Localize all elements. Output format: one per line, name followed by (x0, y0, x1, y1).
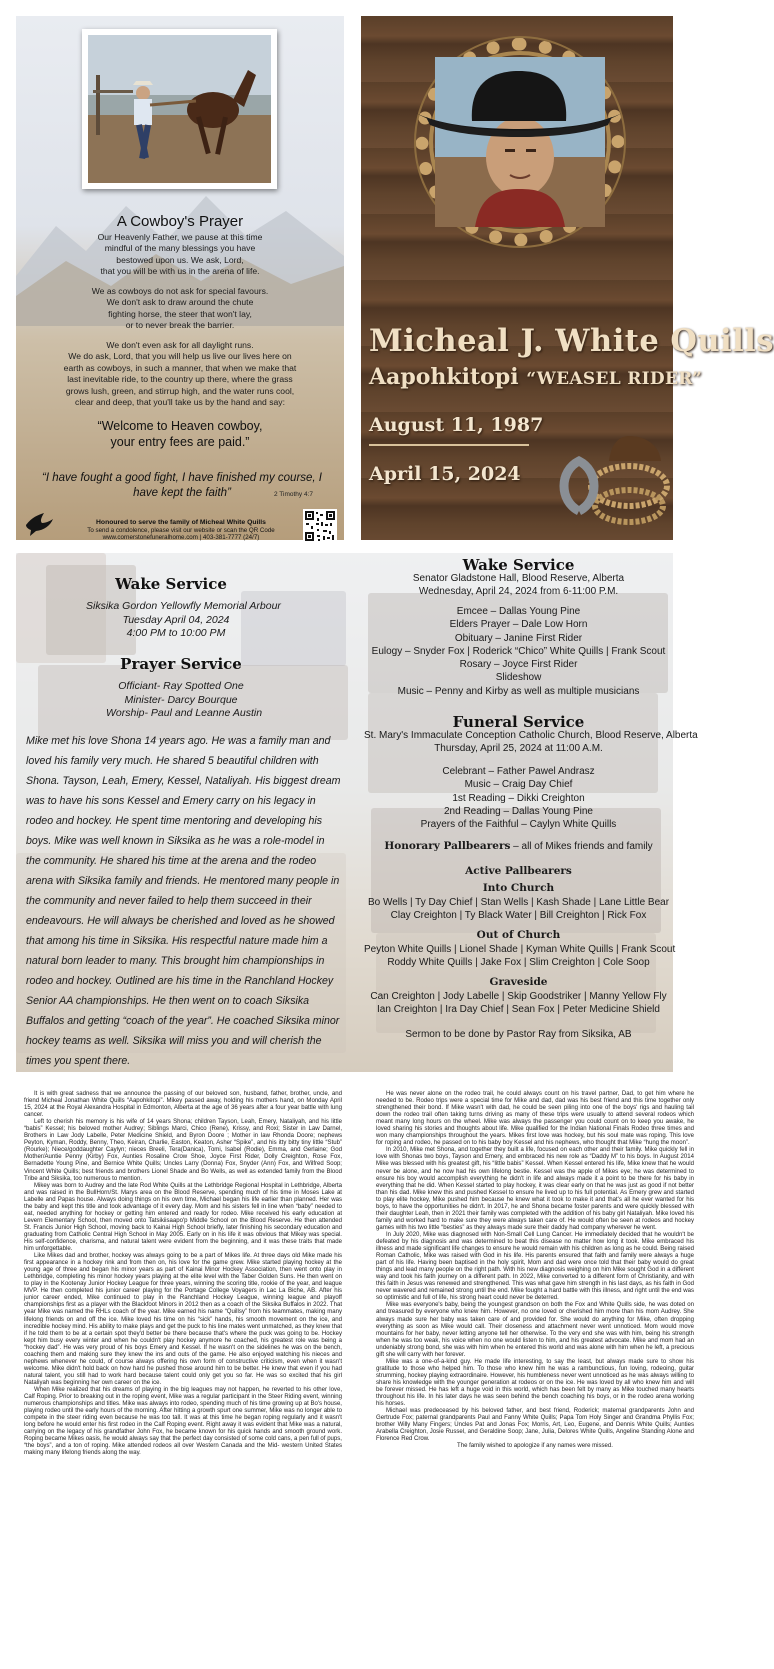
program-line: Prayers of the Faithful – Caylyn White Quills (420, 819, 617, 831)
prayer-stanza-1 (24, 232, 336, 278)
prayer-line: last inevitable ride, to the country up there, where the grass (67, 374, 293, 385)
calf-roping-illustration (88, 35, 271, 183)
wake-venue-right (364, 572, 673, 599)
funeral-venue (364, 729, 698, 756)
welcome-line: “Welcome to Heaven cowboy, (97, 419, 263, 433)
prayer-line: or to never break the barrier. (125, 320, 235, 331)
honorary-pallbearers (364, 840, 673, 853)
obituary-paragraph: It is with great sadness that we announce the passing of our beloved son, husband, father, brother, uncle, and friend Micheal Jonathan White Quills “Aapohkitopi”. Mikey passed away, holding his mothers hand, on Monday April 15, 2024 at the Royal Alexandra Hospital in Edmonton, Alberta at the age of 36 years after a four year battle with lung cancer. (24, 1091, 342, 1119)
out-of-church-list (364, 943, 676, 970)
obituary-closing: The family wished to apologize if any names were missed. (457, 1443, 613, 1450)
contact-line[interactable]: www.cornerstonefuneralhome.com | 403-381-7777 (24/7) (102, 534, 260, 542)
honorary-label: Honorary Pallbearers (384, 840, 511, 852)
wake-service-title-right: Wake Service (462, 556, 575, 574)
wake-date: Tuesday April 04, 2024 (122, 613, 230, 626)
prayer-stanza-3 (24, 340, 336, 408)
obituary-paragraph: Mike was a one-of-a-kind guy. He made life interesting, to say the least, but always made sure to show his gratitude to those who helped him. To those who knew him he was a rambunctious, fun loving, rodeoing, guitar strumming, hockey playing extraordinaire. However, his humbleness never went unnoticed as he was always willing to share his knowledge with the younger generation at rodeos or on the ice. He was loved by all who knew him and will be forever missed. He has left a huge void in this world, which has been felt by many as Mike touched many hearts throughout his life. In his later days he was seen behind the bench coaching his boys, or in the rodeo arena working his horses. (376, 1358, 694, 1408)
prayer-line: We do ask, Lord, that you will help us live our lives here on (68, 351, 292, 362)
funeral-venue-line: St. Mary's Immaculate Conception Catholic Church, Blood Reserve, Alberta (364, 730, 698, 741)
horseshoe-and-rope-icon (549, 416, 669, 536)
cowboy-hat-icon (408, 61, 630, 141)
program-line: 2nd Reading – Dallas Young Pine (443, 805, 593, 817)
prayer-line: grows lush, green, and stirrup high, and the water runs cool, (65, 385, 295, 396)
welcome-line: your entry fees are paid.” (110, 435, 250, 449)
worship: Worship- Paul and Leanne Austin (106, 707, 263, 719)
deceased-name: Micheal J. White Quills (369, 323, 774, 359)
funeral-program (364, 765, 673, 831)
minister: Minister- Darcy Bourque (124, 693, 238, 706)
prayer-line: clear and deep, that you'll take us by the hand and say: (75, 397, 285, 408)
prayer-line: bestowed upon us. We ask, Lord, (116, 254, 244, 265)
prayer-line: fighting horse, the steer that won't lay, (108, 308, 252, 319)
wake-venue-line: Senator Gladstone Hall, Blood Reserve, Alberta (412, 573, 625, 584)
program-line: Rosary – Joyce First Rider (459, 659, 578, 671)
program-line: Celebrant – Father Pawel Andrasz (442, 766, 595, 777)
obituary-paragraph: In 2010, Mike met Shona, and together they built a life, focused on each other and their family. Mike quickly fell in love with Shonas two boys, Tayson and Emery, and embraced his new role as “Daddy M” to his boys. In August 2014 Mike was blessed with his greatest gift, his “little babis” Kessel. When Kessel entered his life, Mike knew that he would never be alone, and he now had his own lifelong bestie. Kessel was the apple of Mikes eye; he was determined to ensure his boy would accomplish everything he didn't in life and always made it a point to be there for his baby in everything that he did. When Kessel started to play hockey, it was clear early on that he was just as good if not better than his dad. Mike knew this and pushed Kessel to ensure he lived up to his full potential. As Emery grew and started to play elite hockey, Mike pushed him because he knew what it took to make it and that's all he ever wanted for his boys, to have the opportunities he didn't. In 2017, he and Shona became foster parents and were quickly blessed with their daughter Leah, then in 2021 their family was completed with the addition of his baby girl Nataliyah. Mike loved his family and worked hard to make sure they were always taken care of. He would often be seen at rodeos and hockey games with his two little “besties” as they always made sure their daddy had company wherever he went. (376, 1147, 694, 1231)
welcome-quote (16, 418, 344, 450)
prayer-service-title: Prayer Service (120, 655, 242, 673)
wake-program (364, 605, 673, 698)
prayer-line: mindful of the many blessings you have (104, 243, 256, 254)
pallbearer-line: Ian Creighton | Ira Day Chief | Sean Fox | Peter Medicine Shield (377, 1004, 660, 1016)
cover-panel (361, 16, 774, 540)
pallbearer-line: Peyton White Quills | Lionel Shade | Kyman White Quills | Frank Scout (364, 944, 676, 955)
active-pallbearers-label: Active Pallbearers (465, 865, 572, 877)
into-church-label: Into Church (482, 882, 555, 894)
prayer-line: We don't ask to draw around the chute (106, 297, 254, 308)
prayer-stanza-2 (24, 286, 336, 332)
pallbearer-line: Bo Wells | Ty Day Chief | Stan Wells | Kash Shade | Lane Little Bear (367, 897, 670, 908)
wake-service-title-left: Wake Service (115, 575, 227, 593)
obituary-column-left (24, 1091, 342, 1457)
wake-details-left (86, 600, 281, 641)
verse-reference: 2 Timothy 4:7 (274, 491, 314, 498)
out-of-church-label: Out of Church (476, 929, 561, 941)
obituary-column-right (376, 1091, 694, 1450)
prayer-line: that you will be with us in the arena of life. (100, 266, 260, 277)
program-line: Eulogy – Snyder Fox | Roderick “Chico” White Quills | Frank Scout (371, 645, 666, 657)
obituary-paragraph: Mike was everyone's baby, being the youngest grandson on both the Fox and White Quills side, he was doted on and treasured by everyone who knew him. However, no one loved or cherished him more than his mom Audrey. She always made sure her baby was taken care of and provided for. She would do anything for Mike, often dropping everything as soon as Mike would call. Their closeness and attachment never went unnoticed. Mom would move mountains for her baby, never letting anyone tell her otherwise. To the very end she was with him, being his strength when he was too weak, his voice when no one would listen to him, and his greatest advocate. Mike and mom had an undeniably strong bond, she was with him when he entered this world and was alone with him when he left, a precious gift she will carry with her forever. (376, 1302, 694, 1358)
sermon-note: Sermon to be done by Pastor Ray from Siksika, AB (405, 1029, 632, 1040)
birth-date: August 11, 1987 (369, 414, 544, 436)
obituary-paragraph: Left to cherish his memory is his wife of 14 years Shona; children Tayson, Leah, Emery, Nataliyah, and his little “babis” Kessel; his beloved mother Audrey; Siblings Marci, Chico (Rene), Krissy, and Roxi; Sister in Law Darnel, Brothers in Law Jody Labelle, Peter Medicine Shield, and Byron Doore ; Mother in law Rhonda Doore; nephews Peyton, Kyman, Roddy, Benny, Theo, Keiran, Charlie, Easton, Keaton, Asher “Spike”, and his itty bitty tiny little “Stub” (Rourke); Niece/goddaughter Caylyn; nieces Breeli, Tera(Danica), Tomi, Isabel (Rodie), Emma, and Gerlaine; God Mother/Auntie Penny (Kirby) Fox, Aunties Rosaline Crow Shoe, Joyce First Rider, Dolly Creighton, Rose Fox, Bernadette Young Pine, and Bernice White Quills; Uncles Larry (Donna) Fox, Snyder (Ann) Fox, and Wilfred Soop; Vincent White Quills; best friends and brothers Lionel Shade and Bo Wells, as well as extended family from the Blood Tribe and Siksika, too numerous to mention. (24, 1119, 342, 1182)
pallbearer-line: Can Creighton | Jody Labelle | Skip Goodstriker | Manny Yellow Fly (370, 991, 667, 1002)
date-divider (369, 444, 529, 446)
funeral-service-title: Funeral Service (452, 713, 585, 731)
funeral-date-line: Thursday, April 25, 2024 at 11:00 A.M. (434, 743, 603, 755)
prayer-title: A Cowboy's Prayer (116, 213, 244, 230)
prayer-panel (16, 16, 344, 540)
officiant: Officiant- Ray Spotted One (118, 680, 244, 692)
into-church-list (364, 896, 673, 923)
program-line: Elders Prayer – Dale Low Horn (449, 619, 588, 631)
prayer-line: Our Heavenly Father, we pause at this time (97, 232, 263, 242)
life-story-text: Mike met his love Shona 14 years ago. He was a family man and loved his family very much. He shared 5 beautiful children with Shona. Tayson, Leah, Emery, Kessel, Nataliyah. His biggest dream was to have his sons Kessel and Emery carry on his legacy in rodeo and hockey. He spent time mentoring and developing his boys. Mike was well known in Siksika as he was a role-model in the community. He shared his time at the arena and the rodeo arena with Siksika family and friends. He mentored many people in the community and never failed to help them succeed in their endeavours. He will always be cherished and loved as he showed that among his time in Siksika. His respectful nature made him a natural born leader to many. This brought him championships in rodeo and hockey. Outlined are his time in the Ranchland Hockey Senior AA championships. He then went on to coach Siksika Buffalos and getting “coach of the year”. He coached Siksika minor hockey teams as well. Siksika will miss you and will cherish the times you spent there. (26, 735, 341, 1067)
native-name (369, 364, 702, 390)
rodeo-photo (82, 29, 277, 189)
graveside-label: Graveside (489, 976, 548, 988)
prayer-line: We don't even ask for all daylight runs. (106, 340, 254, 350)
qr-code-icon[interactable] (303, 509, 337, 543)
scripture-quote: “I have fought a good fight, I have finished my course, I have kept the faith” (42, 472, 322, 499)
pallbearer-line: Roddy White Quills | Jake Fox | Slim Creighton | Cole Soop (387, 957, 650, 969)
program-line: Emcee – Dallas Young Pine (456, 606, 581, 617)
honorary-text: – all of Mikes friends and family (510, 841, 653, 852)
program-line: Music – Craig Day Chief (464, 779, 573, 791)
program-line: Obituary – Janine First Rider (454, 632, 583, 644)
obituary-paragraph: Mikey was born to Audrey and the late Rod White Quills at the Lethbridge Regional Hospital in Lethbridge, Alberta and was raised in the BullHorn/St. Marys area on the Blood Reserve, spending much of his time in Moses Lake at Labelle and Papas house. Always doing things on his own time, Michael began his life earlier than planned. Her was the baby and kept this title and took advantage of it every day. Mom and his sisters fell in line when “baby” needed to eat, needed anything for hockey or getting him entered and ready for rodeo. Mike received his early education at Levern Elementary School, then moved onto Tatsikiisaapo'p Middle School on the Blood Reserve. He then attended St. Francis Junior High School, moving back to Kainai High School briefly, later finishing his secondary education and graduating from Catholic Central High School in May 2005. Early on in his life it was obvious that Mikey was special. His self-confidence, charisma, and natural talent were evident from the beginning, and it was these traits that made him unforgettable. (24, 1182, 342, 1253)
death-date: April 15, 2024 (369, 463, 521, 485)
wake-date-line: Wednesday, April 24, 2024 from 6-11:00 P.M. (418, 586, 619, 598)
prayer-service-details (106, 680, 263, 721)
obituary-paragraph: When Mike realized that his dreams of playing in the big leagues may not happen, he reverted to his other love, Calf Roping. Prior to breaking out in the roping event, Mike was a regular participant in the Steer Riding event, winning numerous championships and titles. Mike was always into rodeo, spending much of his time growing up at Bo's house, playing rodeo until the early hours of the morning. After hitting a growth spurt one summer, Mike was no longer able to compete in the steer riding even because he was too tall. It was at this time he began roping regularly and it wasn't long before he would enter his first rodeo in the Calf Roping event. Right away it was evident that Mike was a natural, carrying on the legacy of his grandfather John Fox, he became known for his quick hands and smooth ground work. Roping became Mikes oasis, he would always say that the perfect day consisted of some cold cans, a pen full of pups, “the boys”, and a ton of roping. Mike attended rodeos all over Western Canada and the Mid- western United States making many lifelong friends along the way. (24, 1386, 342, 1457)
prayer-line: earth as cowboys, in such a manner, that when we make that (63, 362, 297, 373)
wake-time: 4:00 PM to 10:00 PM (126, 627, 226, 639)
wake-venue: Siksika Gordon Yellowfly Memorial Arbour (86, 600, 281, 612)
pallbearer-line: Clay Creighton | Ty Black Water | Bill Creighton | Rick Fox (390, 910, 647, 922)
program-line: Slideshow (495, 672, 542, 684)
condolence-line: To send a condolence, please visit our website or scan the QR Code (87, 526, 275, 534)
obituary-paragraph: In July 2020, Mike was diagnosed with Non-Small Cell Lung Cancer. He immediately decided that he wouldn't be defeated by his diagnosis and was determined to beat this disease no matter how long it took. Mike embraced his illness and made significant life changes to ensure he would remain with his children as long as he could. Being raised Roman Catholic, Mike was raised with God in his life. His parents ensured that faith and family were always a huge part of his life. Having been baptised in the holy spirit, Mom and dad were once told that their baby would do great things and lead many people on the right path. With his new diagnosis weighing on him Mike sought God in a different way and took his faith journey on a different path. In 2022, Mike converted to a different form of Christianity, and with this faith in Jesus was renewed and strengthened. This was what gave him strength in his last days, as his faith in God never wavered and remained strong until the end. Mike fought a hard battle with this illness, and right until the end was so optimistic and full of life, his strong heart could never be deterred. (376, 1231, 694, 1302)
obituary-paragraph: Like Mikes dad and brother, hockey was always going to be a part of Mikes life. At three days old Mike made his first appearance in a hockey rink and from then on, his love for the game grew. Mike started playing hockey at the young age of three and began his minor years as part of Kainai Minor Hockey Association, then went onto play in Lethbridge, completing his minor hockey years playing at the elite level with the Taber Golden Suns. He then went on to play in the Kootenay Junior Hockey League for three years, winning the scoring title, rookie of the year, and league MVP. He then completed his junior career playing for the Portage College Voyagers in Lac La Biche, AB. After his junior career ended, Mike continued to play in the Ranchland Hockey League, winning league and playoff championships first as a player with the Blackfoot Minors in 2012 then as a coach of the Siksika Buffalos in 2022. That year Mike was named the RHLs coach of the year. Mike earned his name “Quillsy” from his teammates, making many lifelong friends on and off the ice. Mike loved his time on his “sick” hands, his smooth movement on the ice, and incredible hockey mind. His ability to make plays and get the puck to his line mates went unmatched, as they knew that if he told them to be at a certain spot they'd better be there because that's where the puck was going to be. Hockey kept him busy every winter and when he couldn't play hockey anymore he coached, his greatest role was being a “hockey dad”. He was very proud of his boys Emery and Kessel. If he wasn't on the sidelines he was on the bench, coaching them and making sure they knew the ins and outs of the game. He also enjoyed watching his nieces and nephews whenever he could, of course always offering his own form of constructive criticism, even when it wasn't welcome. Mike didn't hold back on how hard he pushed those around him to be better. He knew that even if you had natural talent, you still had to work hard because talent could only get you so far. He was so excited that his girl Nataliyah was beginning her own career on the ice. (24, 1253, 342, 1386)
program-line: Music – Penny and Kirby as well as multiple musicians (397, 685, 640, 697)
funeral-home-credit (62, 519, 300, 542)
graveside-list (364, 990, 673, 1017)
program-line: 1st Reading – Dikki Creighton (452, 792, 585, 804)
service-program-panel (16, 553, 698, 1072)
native-name-text: Aapohkitopi (369, 364, 519, 390)
prayer-line: We as cowboys do not ask for special favours. (91, 286, 269, 296)
obituary-paragraph: Michael was predeceased by his beloved father, and best friend, Roderick; maternal grandparents John and Gertrude Fox; paternal grandparents Paul and Fanny White Quills; Papa Tom Holy Singer and Grandma Phyllis Fox; brother Willy Many Fingers; Uncles Pat and Jonas Fox; Morris, Art, Leo, Eugene, and Dennis White Quills; Aunties Arabella Creighton, Josie Russel, and Geraldine Soop; Jane, Julia, Delores White Quills, Angeline Standing Alone and Florence Red Crow. (376, 1408, 694, 1443)
nickname-text: “WEASEL RIDER” (526, 369, 703, 389)
honour-line: Honoured to serve the family of Micheal White Quills (96, 519, 266, 526)
dove-icon (24, 511, 54, 537)
obituary-paragraph: He was never alone on the rodeo trail, he could always count on his travel partner, Dad, to get him where he needed to be. Rodeo trips were a special time for Mike and dad, dad was his best friend and this time together only strengthened their bond. If Mike wasn't with dad, he could be seen piling into one of the boys' rigs and hauling tail down the rodeo trail often taking turns driving as many of these trips were usually to attend several rodeos which meant many long hours on the wheel. Mike was always the passenger you could count on to keep you awake, he loved sharing his stories and thoughts about life. Mike qualified for the Indian National Finals Rodeo three times and won many championships throughout the years. Mikes first love was hockey, but his soul mate was roping. This love for roping and rodeo, he passed on to his baby boy Kessel and his nephews, who thought that Mike “hung the moon”. (376, 1091, 694, 1147)
